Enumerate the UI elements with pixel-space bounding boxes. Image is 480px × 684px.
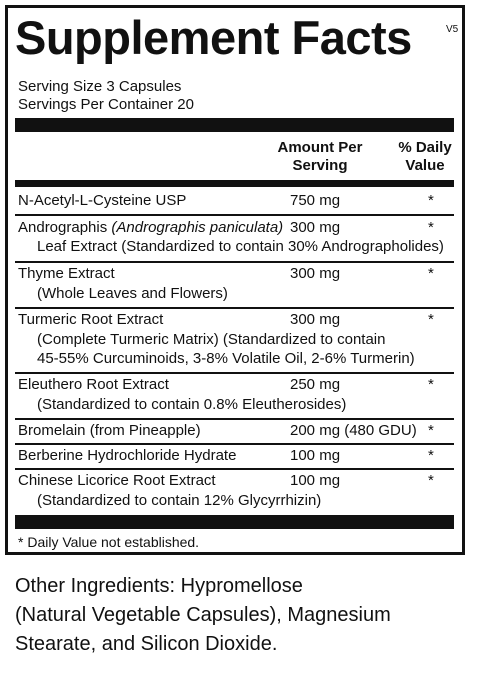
daily-value: *	[428, 192, 434, 209]
row-divider	[15, 418, 454, 420]
ingredient-amount: 300 mg	[290, 311, 341, 328]
amount-header-line2: Serving	[292, 157, 348, 174]
daily-value: *	[428, 219, 434, 236]
other-ingredients-line: (Natural Vegetable Capsules), Magnesium	[15, 604, 391, 626]
amount-header-line1: Amount Per	[277, 139, 363, 156]
ingredient-name: N-Acetyl-L-Cysteine USP	[18, 192, 187, 209]
daily-value-header	[390, 139, 460, 175]
ingredient-amount: 100 mg	[290, 447, 341, 464]
daily-value: *	[428, 422, 434, 439]
ingredient-amount: 200 mg (480 GDU)	[290, 422, 417, 439]
ingredient-amount: 300 mg	[290, 219, 341, 236]
version-code: V5	[446, 24, 459, 35]
ingredient-amount: 250 mg	[290, 376, 341, 393]
daily-value: *	[428, 376, 434, 393]
ingredient-amount: 300 mg	[290, 265, 341, 282]
row-divider	[15, 214, 454, 216]
row-divider	[15, 261, 454, 263]
ingredient-name: Eleuthero Root Extract	[18, 376, 169, 393]
row-divider	[15, 307, 454, 309]
dv-header-line1: % Daily	[398, 139, 452, 156]
panel-title: Supplement Facts	[15, 11, 412, 64]
daily-value: *	[428, 265, 434, 282]
other-ingredients-line: Other Ingredients: Hypromellose	[15, 575, 303, 597]
ingredient-name: Bromelain (from Pineapple)	[18, 422, 201, 439]
thick-divider-header	[15, 180, 454, 187]
daily-value: *	[428, 311, 434, 328]
ingredient-amount: 100 mg	[290, 472, 341, 489]
ingredient-detail: (Complete Turmeric Matrix) (Standardized to contain	[37, 331, 386, 348]
footnote: * Daily Value not established.	[18, 534, 200, 550]
thick-divider-bottom	[15, 515, 454, 529]
ingredient-name: Turmeric Root Extract	[18, 311, 164, 328]
ingredient-detail: (Whole Leaves and Flowers)	[37, 285, 228, 302]
ingredient-detail: 45-55% Curcuminoids, 3-8% Volatile Oil, 2-6% Turmerin)	[37, 350, 415, 367]
ingredient-name: Thyme Extract	[18, 265, 115, 282]
ingredient-name-plain: Andrographis	[18, 219, 112, 236]
amount-per-serving-header	[270, 139, 370, 175]
row-divider	[15, 443, 454, 445]
serving-size: Serving Size 3 Capsules	[18, 78, 182, 95]
ingredient-latin-name: (Andrographis paniculata)	[111, 219, 284, 236]
ingredient-name	[18, 219, 283, 237]
ingredient-name: Chinese Licorice Root Extract	[18, 472, 216, 489]
servings-per-container: Servings Per Container 20	[18, 96, 194, 113]
dv-header-line2: Value	[405, 157, 445, 174]
other-ingredients	[15, 572, 475, 659]
thick-divider-top	[15, 118, 454, 132]
daily-value: *	[428, 472, 434, 489]
other-ingredients-line: Stearate, and Silicon Dioxide.	[15, 633, 278, 655]
ingredient-amount: 750 mg	[290, 192, 341, 209]
ingredient-detail: Leaf Extract (Standardized to contain 30% Andrographolides)	[37, 238, 444, 255]
row-divider	[15, 372, 454, 374]
ingredient-name: Berberine Hydrochloride Hydrate	[18, 447, 237, 464]
ingredient-detail: (Standardized to contain 0.8% Eleutherosides)	[37, 396, 347, 413]
ingredient-detail: (Standardized to contain 12% Glycyrrhizin)	[37, 492, 322, 509]
row-divider	[15, 468, 454, 470]
daily-value: *	[428, 447, 434, 464]
